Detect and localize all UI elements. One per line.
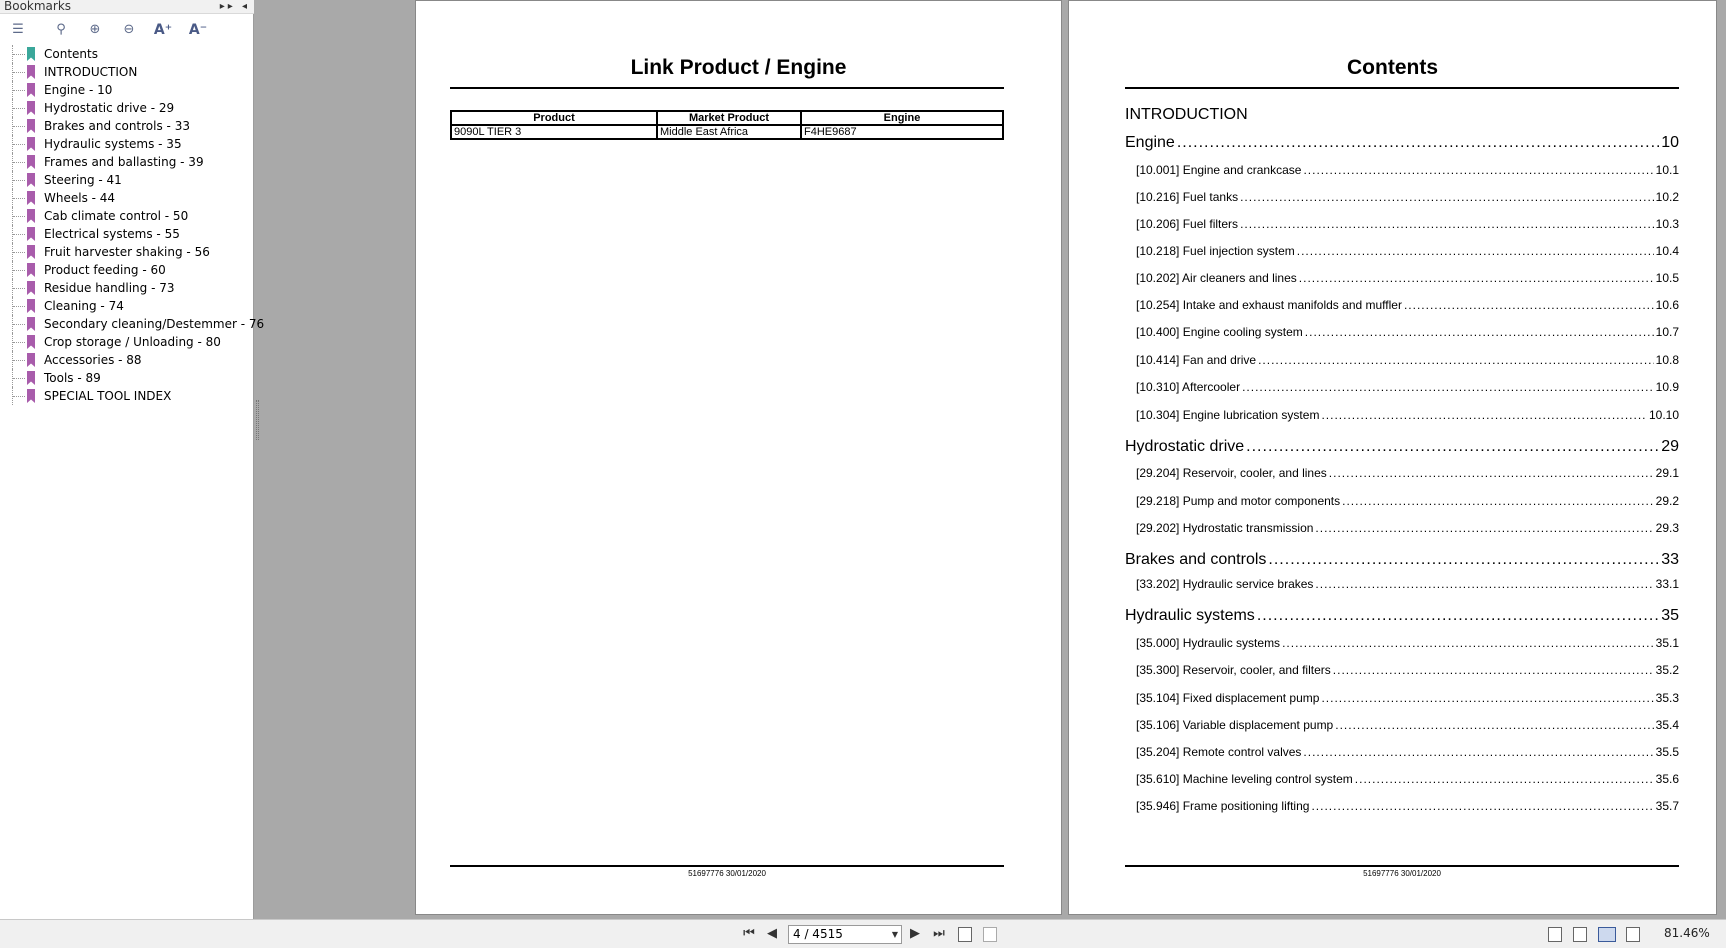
bookmark-label: Accessories - 88 — [44, 353, 142, 367]
toc-entry[interactable] — [1125, 607, 1679, 625]
document-page-left — [415, 0, 1062, 915]
bookmark-tree — [0, 45, 265, 405]
toc-leader-dots — [1305, 325, 1654, 339]
footer-rule — [1125, 865, 1679, 867]
toc-entry-page: 35.6 — [1655, 772, 1679, 786]
bookmarks-panel-title: Bookmarks — [4, 0, 72, 13]
toc-entry-page: 35.2 — [1655, 663, 1679, 677]
toc-entry-label: [35.000] Hydraulic systems — [1136, 636, 1281, 650]
tree-connector — [12, 297, 26, 315]
toc-entry[interactable] — [1125, 772, 1679, 786]
bookmark-label: Crop storage / Unloading - 80 — [44, 335, 221, 349]
toc-entry-page: 10.9 — [1655, 380, 1679, 394]
toc-leader-dots — [1177, 134, 1659, 152]
bookmarks-panel — [0, 0, 265, 919]
bookmark-item[interactable] — [0, 279, 254, 297]
bookmark-label: Fruit harvester shaking - 56 — [44, 245, 210, 259]
bookmark-label: Hydrostatic drive - 29 — [44, 101, 175, 115]
toc-entry[interactable] — [1125, 134, 1679, 152]
toc-entry-label: [35.946] Frame positioning lifting — [1136, 799, 1310, 813]
bookmark-item[interactable] — [0, 243, 254, 261]
bookmark-icon — [27, 119, 35, 133]
bookmark-label: Hydraulic systems - 35 — [44, 137, 182, 151]
toc-entry-page: 10.10 — [1648, 408, 1679, 422]
toc-entry-label: [10.216] Fuel tanks — [1136, 190, 1239, 204]
paste-page-icon[interactable] — [983, 927, 997, 942]
previous-page-button[interactable]: ◀ — [767, 926, 777, 941]
bookmark-icon — [27, 371, 35, 385]
bookmark-icon — [27, 245, 35, 259]
next-page-button[interactable]: ▶ — [910, 926, 920, 941]
bookmark-icon — [27, 101, 35, 115]
toc-entry-label: [35.106] Variable displacement pump — [1136, 718, 1334, 732]
toc-entry-page: 35.3 — [1655, 691, 1679, 705]
bookmarks-toolbar — [0, 15, 254, 45]
toc-entry-page: 35.1 — [1655, 636, 1679, 650]
panel-splitter[interactable] — [256, 400, 259, 440]
toc-entry-page: 35.4 — [1655, 718, 1679, 732]
title-rule — [1125, 87, 1679, 89]
toc-entry-label: [10.254] Intake and exhaust manifolds and muffler — [1136, 298, 1402, 312]
toc-entry-page: 10.7 — [1655, 325, 1679, 339]
column-header: Product — [451, 111, 657, 125]
toc-entry-page: 35.7 — [1655, 799, 1679, 813]
table-cell: 9090L TIER 3 — [451, 125, 657, 139]
toc-entry[interactable] — [1125, 577, 1679, 591]
link-product-table — [450, 110, 1004, 140]
toc-entry[interactable] — [1125, 106, 1679, 124]
toc-entry-label: [29.204] Reservoir, cooler, and lines — [1136, 466, 1327, 480]
toc-entry-label: [10.206] Fuel filters — [1136, 217, 1239, 231]
table-cell: F4HE9687 — [801, 125, 1003, 139]
toc-entry-label: [35.104] Fixed displacement pump — [1136, 691, 1320, 705]
bookmark-icon — [27, 335, 35, 349]
bookmark-icon — [27, 389, 35, 403]
continuous-view-icon[interactable] — [1573, 927, 1587, 942]
bookmark-item[interactable] — [0, 81, 254, 99]
toc-entry-label: [35.204] Remote control valves — [1136, 745, 1302, 759]
toc-leader-dots — [1311, 799, 1653, 813]
toc-entry-label: Engine — [1125, 134, 1175, 151]
tree-connector — [12, 315, 26, 333]
bookmark-item[interactable] — [0, 351, 254, 369]
table-cell: Middle East Africa — [657, 125, 801, 139]
tree-connector — [12, 171, 26, 189]
toc-entry[interactable] — [1125, 466, 1679, 480]
toc-entry-label: [10.001] Engine and crankcase — [1136, 163, 1302, 177]
toc-entry[interactable] — [1125, 663, 1679, 677]
toc-entry[interactable] — [1125, 745, 1679, 759]
bookmark-label: Cleaning - 74 — [44, 299, 124, 313]
bookmark-item[interactable] — [0, 153, 254, 171]
tree-connector — [12, 207, 26, 225]
toc-leader-dots — [1321, 691, 1653, 705]
toc-entry[interactable] — [1125, 494, 1679, 508]
toc-entry[interactable] — [1125, 353, 1679, 367]
toc-entry[interactable] — [1125, 551, 1679, 569]
bookmark-item[interactable] — [0, 261, 254, 279]
toc-leader-dots — [1303, 163, 1653, 177]
single-page-view-icon[interactable] — [1548, 927, 1562, 942]
bookmark-item[interactable] — [0, 369, 254, 387]
bookmark-icon — [27, 263, 35, 277]
bookmark-label: Product feeding - 60 — [44, 263, 166, 277]
toc-entry-label: [29.218] Pump and motor components — [1136, 494, 1341, 508]
bookmark-item[interactable] — [0, 99, 254, 117]
toc-entry-page: 10.1 — [1655, 163, 1679, 177]
toc-entry-page: 10 — [1661, 134, 1679, 151]
toc-leader-dots — [1240, 217, 1654, 231]
increase-font-icon[interactable]: A⁺ — [153, 22, 173, 38]
bookmark-label: Electrical systems - 55 — [44, 227, 180, 241]
copy-page-icon[interactable] — [958, 927, 972, 942]
bookmark-icon — [27, 281, 35, 295]
toc-entry-page: 29.1 — [1655, 466, 1679, 480]
toc-entry-label: [10.202] Air cleaners and lines — [1136, 271, 1297, 285]
toc-leader-dots — [1257, 607, 1659, 625]
bookmark-item[interactable] — [0, 117, 254, 135]
bookmark-icon — [27, 299, 35, 313]
two-page-view-icon[interactable] — [1598, 927, 1616, 942]
bookmarks-panel-header — [0, 0, 254, 14]
bookmark-icon — [27, 47, 35, 61]
toc-leader-dots — [1404, 298, 1654, 312]
bookmark-item[interactable] — [0, 207, 254, 225]
toc-entry[interactable] — [1125, 163, 1679, 177]
toc-leader-dots — [1246, 438, 1659, 456]
tree-connector — [12, 135, 26, 153]
tree-connector — [12, 63, 26, 81]
toc-entry-label: [10.304] Engine lubrication system — [1136, 408, 1320, 422]
bookmark-icon — [27, 353, 35, 367]
toc-entry-page: 10.4 — [1655, 244, 1679, 258]
toc-entry[interactable] — [1125, 408, 1679, 422]
tree-connector — [12, 189, 26, 207]
toc-entry-label: [29.202] Hydrostatic transmission — [1136, 521, 1314, 535]
toc-entry-page: 10.2 — [1655, 190, 1679, 204]
toc-entry-page: 29.2 — [1655, 494, 1679, 508]
bookmark-label: Engine - 10 — [44, 83, 113, 97]
tree-connector — [12, 387, 26, 405]
bookmark-add-icon[interactable]: ⊕ — [89, 22, 101, 37]
toc-entry-label: [10.400] Engine cooling system — [1136, 325, 1303, 339]
toc-entry-page: 10.8 — [1655, 353, 1679, 367]
toc-entry[interactable] — [1125, 298, 1679, 312]
first-page-button[interactable]: ⏮ — [743, 926, 755, 941]
bookmark-icon — [27, 155, 35, 169]
toc-entry-label: [35.300] Reservoir, cooler, and filters — [1136, 663, 1331, 677]
bookmark-icon — [27, 65, 35, 79]
table-header-row — [451, 111, 1003, 125]
toc-leader-dots — [1282, 636, 1654, 650]
toc-entry[interactable] — [1125, 718, 1679, 732]
bookmark-item[interactable] — [0, 63, 254, 81]
toc-entry[interactable] — [1125, 636, 1679, 650]
expand-all-icon[interactable]: ☰ — [12, 22, 24, 37]
tree-connector — [12, 333, 26, 351]
toc-leader-dots — [1258, 353, 1654, 367]
toc-entry-page: 29.3 — [1655, 521, 1679, 535]
status-bar — [0, 919, 1726, 948]
tree-connector — [12, 261, 26, 279]
toc-entry-label: [10.218] Fuel injection system — [1136, 244, 1295, 258]
page-title: Contents — [1347, 56, 1438, 79]
tree-connector — [12, 153, 26, 171]
bookmark-label: Frames and ballasting - 39 — [44, 155, 204, 169]
bookmark-icon — [27, 83, 35, 97]
page-title: Link Product / Engine — [630, 56, 847, 79]
toc-entry[interactable] — [1125, 691, 1679, 705]
toc-leader-dots — [1268, 551, 1659, 569]
toc-leader-dots — [1315, 577, 1653, 591]
toc-entry-page: 33.1 — [1655, 577, 1679, 591]
column-header: Engine — [801, 111, 1003, 125]
tree-connector — [12, 351, 26, 369]
toc-leader-dots — [1333, 663, 1654, 677]
decrease-font-icon[interactable]: A⁻ — [188, 22, 208, 38]
toc-entry[interactable] — [1125, 217, 1679, 231]
bookmark-icon — [27, 191, 35, 205]
bookmark-label: Brakes and controls - 33 — [44, 119, 190, 133]
toc-entry-label: Hydraulic systems — [1125, 607, 1255, 624]
toc-leader-dots — [1299, 271, 1654, 285]
toc-entry[interactable] — [1125, 244, 1679, 258]
bookmark-item[interactable] — [0, 387, 254, 405]
footer-rule — [450, 865, 1004, 867]
toc-entry-label: [10.310] Aftercooler — [1136, 380, 1241, 394]
toc-entry-page: 35.5 — [1655, 745, 1679, 759]
toc-entry[interactable] — [1125, 521, 1679, 535]
tree-connector — [12, 81, 26, 99]
toc-entry[interactable] — [1125, 271, 1679, 285]
bookmark-item[interactable] — [0, 333, 254, 351]
bookmark-item[interactable] — [0, 315, 265, 333]
page-footer: 51697776 30/01/2020 — [1363, 869, 1441, 878]
bookmark-label: Tools - 89 — [44, 371, 101, 385]
toc-entry-page: 10.5 — [1655, 271, 1679, 285]
toc-entry-label: INTRODUCTION — [1125, 106, 1248, 123]
toc-entry-label: [35.610] Machine leveling control system — [1136, 772, 1353, 786]
bookmark-item[interactable] — [0, 225, 254, 243]
toc-leader-dots — [1321, 408, 1647, 422]
toc-entry[interactable] — [1125, 799, 1679, 813]
toc-leader-dots — [1355, 772, 1654, 786]
toc-entry[interactable] — [1125, 438, 1679, 456]
tree-connector — [12, 117, 26, 135]
toc-entry[interactable] — [1125, 325, 1679, 339]
bookmark-item[interactable] — [0, 45, 254, 63]
toc-leader-dots — [1242, 380, 1654, 394]
toc-entry[interactable] — [1125, 380, 1679, 394]
bookmark-icon — [27, 317, 35, 331]
toc-entry-page: 35 — [1661, 607, 1679, 624]
bookmark-item[interactable] — [0, 135, 254, 153]
toc-entry-page: 10.3 — [1655, 217, 1679, 231]
bookmark-label: INTRODUCTION — [44, 65, 138, 79]
toc-leader-dots — [1240, 190, 1654, 204]
bookmark-label: Cab climate control - 50 — [44, 209, 189, 223]
tree-connector — [12, 369, 26, 387]
toc-leader-dots — [1329, 466, 1654, 480]
toc-leader-dots — [1303, 745, 1653, 759]
table-row — [451, 125, 1003, 139]
bookmark-icon — [27, 227, 35, 241]
toc-entry-label: Brakes and controls — [1125, 551, 1267, 568]
chevron-down-icon[interactable]: ▼ — [891, 930, 898, 939]
page-indicator: 4 / 4515 — [793, 927, 843, 941]
bookmark-label: Contents — [44, 47, 98, 61]
column-header: Market Product — [657, 111, 801, 125]
zoom-level[interactable]: 81.46% — [1664, 926, 1710, 940]
tree-connector — [12, 45, 26, 63]
bookmark-label: Wheels - 44 — [44, 191, 116, 205]
bookmark-find-icon[interactable]: ⚲ — [56, 22, 66, 37]
bookmark-label: Steering - 41 — [44, 173, 122, 187]
bookmark-item[interactable] — [0, 297, 254, 315]
toc-leader-dots — [1335, 718, 1653, 732]
toc-leader-dots — [1342, 494, 1654, 508]
tree-connector — [12, 99, 26, 117]
toc-entry-page: 10.6 — [1655, 298, 1679, 312]
tree-connector — [12, 243, 26, 261]
bookmark-remove-icon[interactable]: ⊖ — [123, 22, 135, 37]
bookmark-icon — [27, 173, 35, 187]
toc-entry-label: Hydrostatic drive — [1125, 438, 1245, 455]
bookmark-label: Residue handling - 73 — [44, 281, 175, 295]
tree-connector — [12, 225, 26, 243]
bookmark-label: SPECIAL TOOL INDEX — [44, 389, 172, 403]
bookmark-label: Secondary cleaning/Destemmer - 76 — [44, 317, 265, 331]
bookmark-icon — [27, 137, 35, 151]
page-number-input[interactable] — [788, 925, 902, 944]
bookmark-item[interactable] — [0, 171, 254, 189]
two-page-continuous-view-icon[interactable] — [1626, 927, 1640, 942]
tree-connector — [12, 279, 26, 297]
bookmark-icon — [27, 209, 35, 223]
bookmark-item[interactable] — [0, 189, 254, 207]
toc-entry[interactable] — [1125, 190, 1679, 204]
toc-entry-page: 29 — [1661, 438, 1679, 455]
toc-entry-page: 33 — [1661, 551, 1679, 568]
title-rule — [450, 87, 1004, 89]
last-page-button[interactable]: ⏭ — [933, 926, 945, 941]
page-footer: 51697776 30/01/2020 — [688, 869, 766, 878]
toc-entry-label: [33.202] Hydraulic service brakes — [1136, 577, 1314, 591]
toc-entry-label: [10.414] Fan and drive — [1136, 353, 1257, 367]
document-page-right — [1068, 0, 1717, 915]
toc-leader-dots — [1315, 521, 1653, 535]
panel-collapse-icon[interactable]: ▸▸ ◂ — [219, 1, 250, 12]
toc-leader-dots — [1297, 244, 1654, 258]
